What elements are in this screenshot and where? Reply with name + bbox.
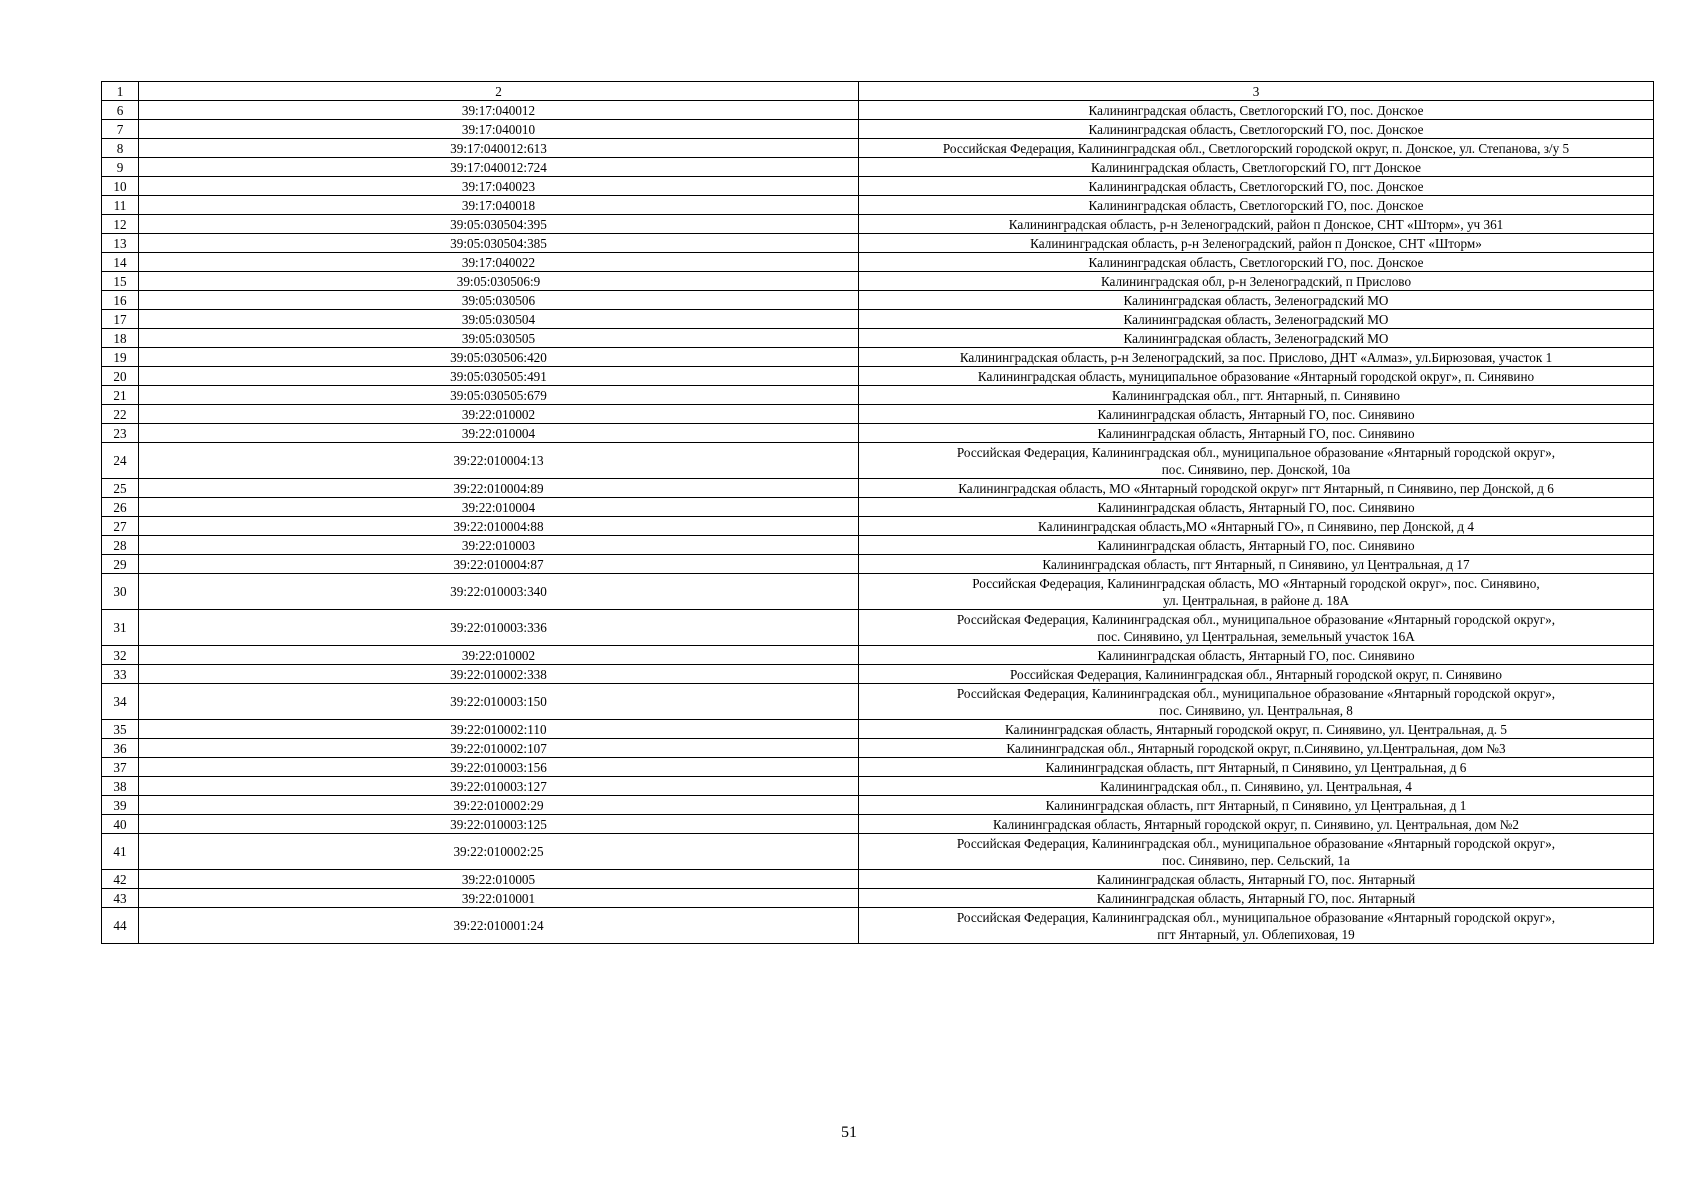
table-row xyxy=(102,758,1654,777)
cadastral-number-cell: 39:22:010001 xyxy=(139,889,859,908)
row-number-cell: 39 xyxy=(102,796,139,815)
cadastral-number-cell: 39:22:010004:89 xyxy=(139,479,859,498)
row-number-cell: 43 xyxy=(102,889,139,908)
table-row xyxy=(102,777,1654,796)
cadastral-number-cell: 39:22:010002:338 xyxy=(139,665,859,684)
table-row xyxy=(102,139,1654,158)
row-number-cell: 9 xyxy=(102,158,139,177)
table-row xyxy=(102,234,1654,253)
address-cell: Калининградская область, р-н Зеленоградский, район п Донское, СНТ «Шторм», уч 361 xyxy=(859,215,1654,234)
table-row xyxy=(102,574,1654,610)
table-row xyxy=(102,610,1654,646)
address-cell: Калининградская область, пгт Янтарный, п Синявино, ул Центральная, д 17 xyxy=(859,555,1654,574)
table-row xyxy=(102,101,1654,120)
table-row xyxy=(102,120,1654,139)
table-row xyxy=(102,424,1654,443)
address-cell: Калининградская область, Светлогорский ГО, пос. Донское xyxy=(859,177,1654,196)
table-row xyxy=(102,479,1654,498)
address-cell: Калининградская область, Зеленоградский МО xyxy=(859,329,1654,348)
cadastral-number-cell: 39:05:030504:385 xyxy=(139,234,859,253)
table-row xyxy=(102,367,1654,386)
cadastral-number-cell: 39:22:010002:110 xyxy=(139,720,859,739)
cadastral-number-cell: 39:22:010003:125 xyxy=(139,815,859,834)
table-row xyxy=(102,386,1654,405)
cadastral-number-cell: 39:05:030506:9 xyxy=(139,272,859,291)
table-row xyxy=(102,665,1654,684)
cadastral-number-cell: 39:05:030505:679 xyxy=(139,386,859,405)
address-cell: Калининградская обл, р-н Зеленоградский, п Прислово xyxy=(859,272,1654,291)
row-number-cell: 36 xyxy=(102,739,139,758)
cadastral-number-cell: 39:22:010004:88 xyxy=(139,517,859,536)
row-number-cell: 12 xyxy=(102,215,139,234)
table-header-row xyxy=(102,82,1654,101)
row-number-cell: 14 xyxy=(102,253,139,272)
cadastral-number-cell: 39:05:030504:395 xyxy=(139,215,859,234)
table-row xyxy=(102,443,1654,479)
row-number-cell: 8 xyxy=(102,139,139,158)
address-cell: Российская Федерация, Калининградская обл., Янтарный городской округ, п. Синявино xyxy=(859,665,1654,684)
table-row xyxy=(102,834,1654,870)
row-number-cell: 27 xyxy=(102,517,139,536)
address-cell: Российская Федерация, Калининградская обл., муниципальное образование «Янтарный городской округ», пос. Синявино, пер. Донской, 10а xyxy=(859,443,1654,479)
address-cell: Калининградская область, Янтарный ГО, пос. Синявино xyxy=(859,646,1654,665)
address-cell: Калининградская область, Янтарный городской округ, п. Синявино, ул. Центральная, дом №2 xyxy=(859,815,1654,834)
address-cell: Калининградская область, пгт Янтарный, п Синявино, ул Центральная, д 6 xyxy=(859,758,1654,777)
table-row xyxy=(102,646,1654,665)
cadastral-number-cell: 39:22:010002:25 xyxy=(139,834,859,870)
cadastral-table xyxy=(101,81,1654,944)
cadastral-number-cell: 39:05:030504 xyxy=(139,310,859,329)
cadastral-number-cell: 39:22:010004:13 xyxy=(139,443,859,479)
address-cell: Российская Федерация, Калининградская обл., Светлогорский городской округ, п. Донское, ул. Степанова, з/у 5 xyxy=(859,139,1654,158)
table-row xyxy=(102,498,1654,517)
row-number-cell: 32 xyxy=(102,646,139,665)
row-number-cell: 23 xyxy=(102,424,139,443)
address-cell: Калининградская область, пгт Янтарный, п Синявино, ул Центральная, д 1 xyxy=(859,796,1654,815)
table-row xyxy=(102,215,1654,234)
header-cell-1: 1 xyxy=(102,82,139,101)
table-row xyxy=(102,196,1654,215)
row-number-cell: 10 xyxy=(102,177,139,196)
cadastral-number-cell: 39:22:010004 xyxy=(139,498,859,517)
address-cell: Калининградская область, Светлогорский ГО, пос. Донское xyxy=(859,101,1654,120)
table-row xyxy=(102,291,1654,310)
address-cell: Калининградская область, Зеленоградский МО xyxy=(859,291,1654,310)
cadastral-number-cell: 39:22:010002 xyxy=(139,405,859,424)
address-cell: Калининградская область, Янтарный ГО, пос. Синявино xyxy=(859,405,1654,424)
cadastral-number-cell: 39:22:010004:87 xyxy=(139,555,859,574)
address-cell: Калининградская область, Янтарный ГО, пос. Янтарный xyxy=(859,889,1654,908)
address-cell: Калининградская обл., п. Синявино, ул. Центральная, 4 xyxy=(859,777,1654,796)
row-number-cell: 17 xyxy=(102,310,139,329)
row-number-cell: 15 xyxy=(102,272,139,291)
table-row xyxy=(102,684,1654,720)
cadastral-number-cell: 39:22:010002:29 xyxy=(139,796,859,815)
address-cell: Калининградская область,МО «Янтарный ГО», п Синявино, пер Донской, д 4 xyxy=(859,517,1654,536)
cadastral-number-cell: 39:22:010002:107 xyxy=(139,739,859,758)
cadastral-number-cell: 39:22:010004 xyxy=(139,424,859,443)
row-number-cell: 34 xyxy=(102,684,139,720)
address-cell: Российская Федерация, Калининградская обл., муниципальное образование «Янтарный городской округ», пос. Синявино, пер. Сельский, 1а xyxy=(859,834,1654,870)
address-cell: Калининградская обл., пгт. Янтарный, п. Синявино xyxy=(859,386,1654,405)
cadastral-number-cell: 39:22:010002 xyxy=(139,646,859,665)
address-cell: Калининградская область, р-н Зеленоградский, район п Донское, СНТ «Шторм» xyxy=(859,234,1654,253)
header-cell-2: 2 xyxy=(139,82,859,101)
cadastral-number-cell: 39:22:010003:340 xyxy=(139,574,859,610)
address-cell: Калининградская обл., Янтарный городской округ, п.Синявино, ул.Центральная, дом №3 xyxy=(859,739,1654,758)
table-row xyxy=(102,272,1654,291)
table-row xyxy=(102,908,1654,944)
cadastral-number-cell: 39:22:010003 xyxy=(139,536,859,555)
row-number-cell: 31 xyxy=(102,610,139,646)
table-row xyxy=(102,536,1654,555)
row-number-cell: 40 xyxy=(102,815,139,834)
table-row xyxy=(102,405,1654,424)
row-number-cell: 37 xyxy=(102,758,139,777)
address-cell: Калининградская область, Светлогорский ГО, пгт Донское xyxy=(859,158,1654,177)
address-cell: Российская Федерация, Калининградская обл., муниципальное образование «Янтарный городской округ», пгт Янтарный, ул. Облепиховая, 19 xyxy=(859,908,1654,944)
cadastral-number-cell: 39:17:040022 xyxy=(139,253,859,272)
address-cell: Российская Федерация, Калининградская обл., муниципальное образование «Янтарный городской округ», пос. Синявино, ул. Центральная, 8 xyxy=(859,684,1654,720)
table-row xyxy=(102,158,1654,177)
address-cell: Калининградская область, Янтарный ГО, пос. Синявино xyxy=(859,536,1654,555)
table-row xyxy=(102,177,1654,196)
address-cell: Российская Федерация, Калининградская область, МО «Янтарный городской округ», пос. Синявино, ул. Центральная, в районе д. 18А xyxy=(859,574,1654,610)
cadastral-number-cell: 39:22:010005 xyxy=(139,870,859,889)
address-cell: Калининградская область, Янтарный ГО, пос. Синявино xyxy=(859,498,1654,517)
table-row xyxy=(102,739,1654,758)
row-number-cell: 41 xyxy=(102,834,139,870)
row-number-cell: 28 xyxy=(102,536,139,555)
address-cell: Калининградская область, Светлогорский ГО, пос. Донское xyxy=(859,120,1654,139)
row-number-cell: 33 xyxy=(102,665,139,684)
address-cell: Калининградская область, Янтарный ГО, пос. Янтарный xyxy=(859,870,1654,889)
cadastral-number-cell: 39:22:010003:156 xyxy=(139,758,859,777)
row-number-cell: 30 xyxy=(102,574,139,610)
cadastral-number-cell: 39:22:010003:150 xyxy=(139,684,859,720)
cadastral-number-cell: 39:17:040018 xyxy=(139,196,859,215)
row-number-cell: 21 xyxy=(102,386,139,405)
address-cell: Российская Федерация, Калининградская обл., муниципальное образование «Янтарный городской округ», пос. Синявино, ул Центральная, земельный участок 16А xyxy=(859,610,1654,646)
table-row xyxy=(102,720,1654,739)
cadastral-number-cell: 39:05:030505:491 xyxy=(139,367,859,386)
address-cell: Калининградская область, Светлогорский ГО, пос. Донское xyxy=(859,196,1654,215)
row-number-cell: 11 xyxy=(102,196,139,215)
cadastral-number-cell: 39:17:040012:724 xyxy=(139,158,859,177)
cadastral-number-cell: 39:05:030505 xyxy=(139,329,859,348)
row-number-cell: 19 xyxy=(102,348,139,367)
row-number-cell: 13 xyxy=(102,234,139,253)
address-cell: Калининградская область, Зеленоградский МО xyxy=(859,310,1654,329)
row-number-cell: 42 xyxy=(102,870,139,889)
row-number-cell: 38 xyxy=(102,777,139,796)
cadastral-number-cell: 39:05:030506:420 xyxy=(139,348,859,367)
cadastral-number-cell: 39:22:010001:24 xyxy=(139,908,859,944)
row-number-cell: 25 xyxy=(102,479,139,498)
row-number-cell: 7 xyxy=(102,120,139,139)
address-cell: Калининградская область, Светлогорский ГО, пос. Донское xyxy=(859,253,1654,272)
table-row xyxy=(102,889,1654,908)
table-row xyxy=(102,796,1654,815)
address-cell: Калининградская область, р-н Зеленоградский, за пос. Прислово, ДНТ «Алмаз», ул.Бирюзовая, участок 1 xyxy=(859,348,1654,367)
cadastral-number-cell: 39:05:030506 xyxy=(139,291,859,310)
cadastral-number-cell: 39:17:040012:613 xyxy=(139,139,859,158)
table-row xyxy=(102,348,1654,367)
table-row xyxy=(102,517,1654,536)
row-number-cell: 24 xyxy=(102,443,139,479)
cadastral-number-cell: 39:17:040023 xyxy=(139,177,859,196)
row-number-cell: 44 xyxy=(102,908,139,944)
table-row xyxy=(102,310,1654,329)
table-row xyxy=(102,253,1654,272)
cadastral-number-cell: 39:22:010003:336 xyxy=(139,610,859,646)
address-cell: Калининградская область, Янтарный городской округ, п. Синявино, ул. Центральная, д. 5 xyxy=(859,720,1654,739)
cadastral-table-body xyxy=(102,82,1654,944)
table-row xyxy=(102,815,1654,834)
row-number-cell: 35 xyxy=(102,720,139,739)
table-row xyxy=(102,870,1654,889)
row-number-cell: 6 xyxy=(102,101,139,120)
row-number-cell: 18 xyxy=(102,329,139,348)
row-number-cell: 22 xyxy=(102,405,139,424)
cadastral-number-cell: 39:17:040012 xyxy=(139,101,859,120)
table-row xyxy=(102,329,1654,348)
cadastral-number-cell: 39:22:010003:127 xyxy=(139,777,859,796)
table-row xyxy=(102,555,1654,574)
address-cell: Калининградская область, Янтарный ГО, пос. Синявино xyxy=(859,424,1654,443)
row-number-cell: 29 xyxy=(102,555,139,574)
address-cell: Калининградская область, МО «Янтарный городской округ» пгт Янтарный, п Синявино, пер Донской, д 6 xyxy=(859,479,1654,498)
cadastral-number-cell: 39:17:040010 xyxy=(139,120,859,139)
row-number-cell: 20 xyxy=(102,367,139,386)
page-number: 51 xyxy=(841,1124,857,1141)
address-cell: Калининградская область, муниципальное образование «Янтарный городской округ», п. Синявино xyxy=(859,367,1654,386)
row-number-cell: 16 xyxy=(102,291,139,310)
header-cell-3: 3 xyxy=(859,82,1654,101)
row-number-cell: 26 xyxy=(102,498,139,517)
